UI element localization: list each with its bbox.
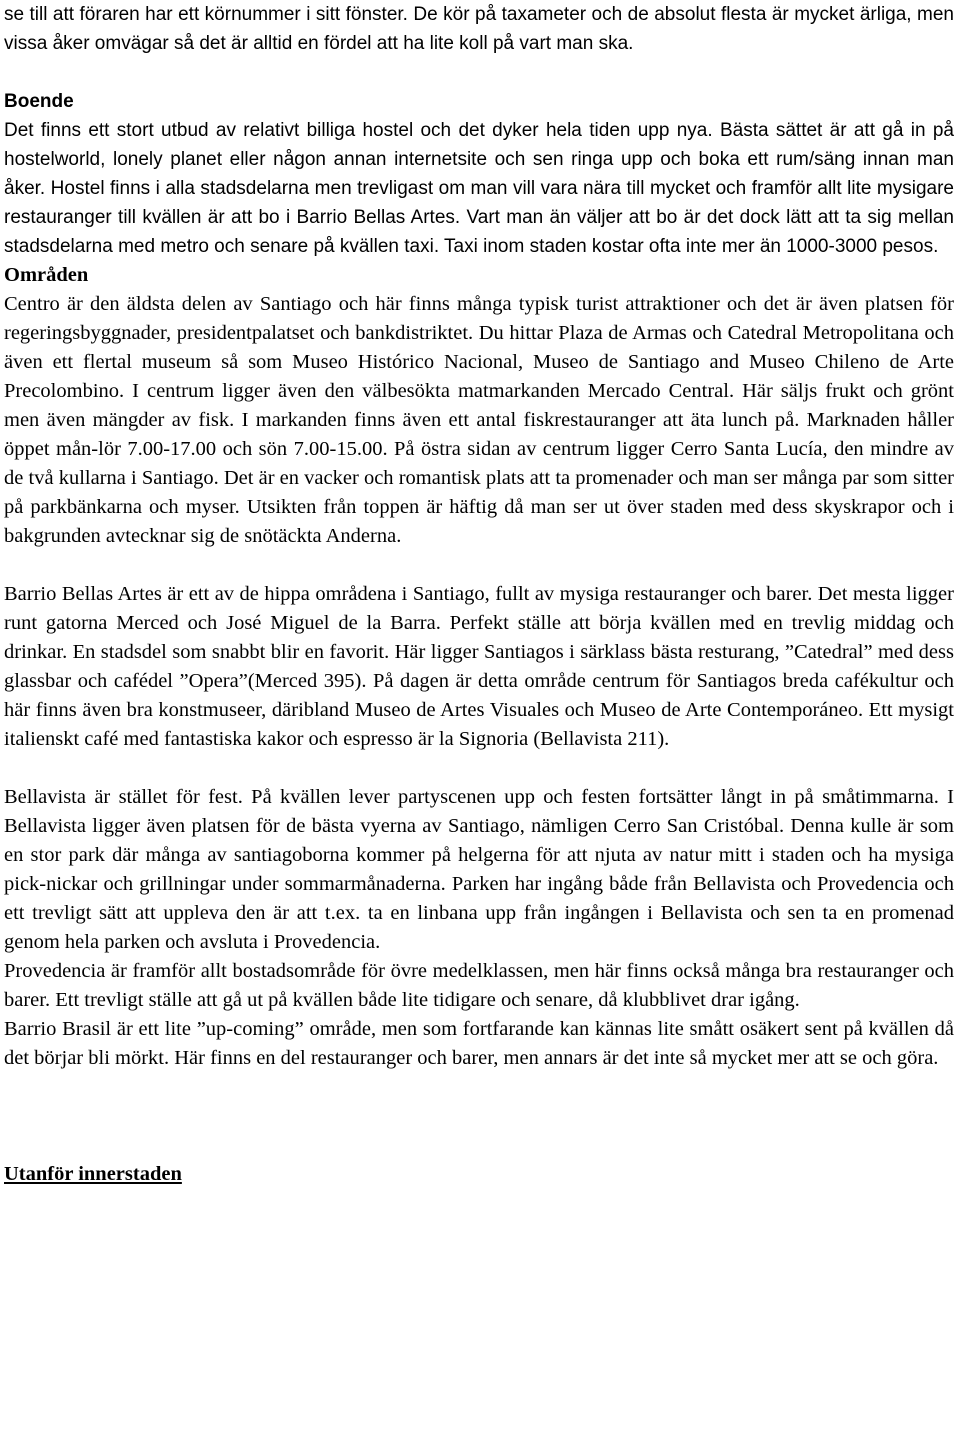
- utanfor-heading: Utanför innerstaden: [4, 1163, 182, 1185]
- boende-paragraph-rest: Hostel finns i alla stadsdelarna men trevligast om man vill vara nära till mycket och framför allt lite mysigare restauranger till kvällen är att bo i Barrio Bellas Artes. Vart man än väljer att bo är det dock lätt att ta sig mellan stadsdelarna med metro och senare på kvällen taxi. Taxi inom staden kostar ofta inte mer än 1000-3000 pesos.: [4, 178, 954, 257]
- spacer: [4, 551, 954, 580]
- bellavista-paragraph: Bellavista är stället för fest. På kvällen lever partyscenen upp och festen fortsätter långt in på småtimmarna. I Bellavista ligger även platsen för de bästa vyerna av Santiago, nämligen Cerro San Cristóbal. Denna kulle är som en stor park där många av santiagoborna kommer på helgerna för att njuta av natur mitt i staden och ha mysiga pick-nickar och grillningar under sommarmånaderna. Parken har ingång både från Bellavista och Provedencia och ett trevligt sätt att uppleva den är att t.ex. ta en linbana upp från ingången i Bellavista och sen ta en promenad genom hela parken och avsluta i Provedencia.: [4, 786, 954, 953]
- centro-paragraph: Centro är den äldsta delen av Santiago och här finns många typisk turist attraktioner och det är även platsen för regeringsbyggnader, presidentpalatset och bankdistriktet. Du hittar Plaza de Armas och Catedral Metropolitana och även ett flertal museum så som Museo Histórico Nacional, Museo de Santiago and Museo Chileno de Arte Precolombino. I centrum ligger även den välbesökta matmarkanden Mercado Central. Här säljs frukt och grönt men även mängder av fisk. I markanden finns även ett antal fiskrestauranger att äta lunch på. Marknaden håller öppet mån-lör 7.00-17.00 och sön 7.00-15.00. På östra sidan av centrum ligger Cerro Santa Lucía, den mindre av de två kullarna i Santiago. Det är en vacker och romantisk plats att ta promenader och man ser många par som sitter på parkbänkarna och myser. Utsikten från toppen är häftig då man ser ut över staden med dess skyskrapor och i bakgrunden avtecknar sig de snötäckta Anderna.: [4, 293, 954, 547]
- intro-paragraph: se till att föraren har ett körnummer i sitt fönster. De kör på taxameter och de absolut flesta är mycket ärliga, men vissa åker omvägar så det är alltid en fördel att ha lite koll på vart man ska.: [4, 4, 954, 54]
- boende-heading: Boende: [4, 91, 74, 112]
- spacer: [4, 1073, 954, 1160]
- boende-paragraph: [4, 116, 954, 261]
- spacer: [4, 58, 954, 87]
- spacer: [4, 754, 954, 783]
- document-page: [4, 0, 954, 1189]
- boende-paragraph-lead: Det finns ett stort utbud av relativt billiga hostel och det dyker hela tiden upp nya. Bästa sättet är att gå in på hostelworld, lonely planet eller någon annan internetsite och sen ringa upp och boka ett rum/säng innan man åker.: [4, 120, 954, 199]
- bellas-artes-paragraph: Barrio Bellas Artes är ett av de hippa områdena i Santiago, fullt av mysiga restauranger och barer. Det mesta ligger runt gatorna Merced och José Miguel de la Barra. Perfekt ställe att börja kvällen med en trevlig middag och drinkar. En stadsdel som snabbt blir en favorit. Här ligger Santiagos i särklass bästa resturang, ”Catedral” med dess glassbar och cafédel ”Opera”(Merced 395). På dagen är detta område centrum för Santiagos breda cafékultur och här finns även bra konstmuseer, däribland Museo de Artes Visuales och Museo de Arte Contemporáneo. Ett mysigt italienskt café med fantastiska kakor och espresso är la Signoria (Bellavista 211).: [4, 583, 954, 750]
- omraden-heading: Områden: [4, 264, 89, 286]
- brasil-paragraph: Barrio Brasil är ett lite ”up-coming” område, men som fortfarande kan kännas lite smått osäkert sent på kvällen då det börjar bli mörkt. Här finns en del restauranger och barer, men annars är det inte så mycket mer att se och göra.: [4, 1018, 954, 1069]
- provedencia-paragraph: Provedencia är framför allt bostadsområde för övre medelklassen, men här finns också många bra restauranger och barer. Ett trevligt ställe att gå ut på kvällen både lite tidigare och senare, då klubblivet drar igång.: [4, 960, 954, 1011]
